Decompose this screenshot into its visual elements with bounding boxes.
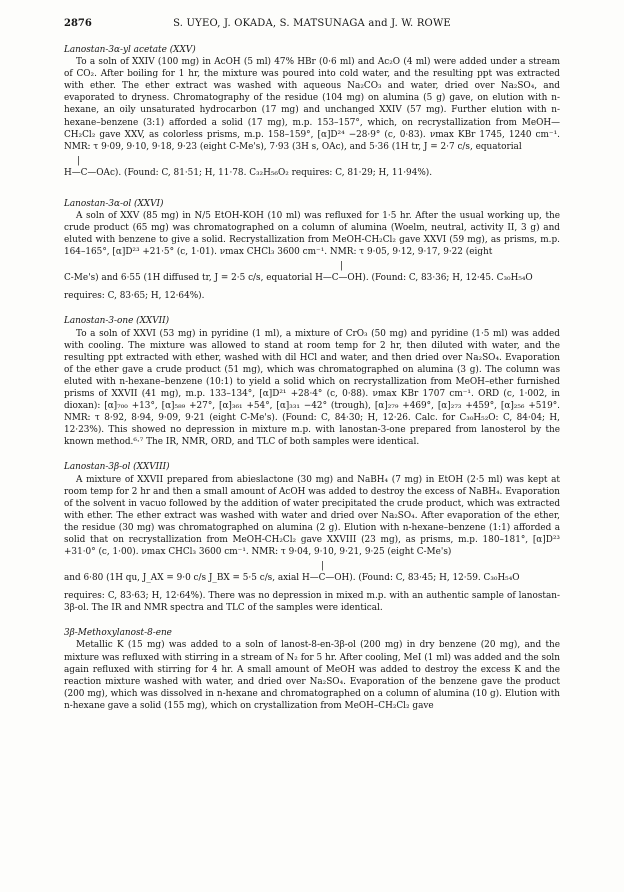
structure-formula-line: [64, 260, 560, 286]
running-header-authors: S. UYEO, J. OKADA, S. MATSUNAGA and J. W. ROWE: [173, 18, 451, 29]
section-paragraph-end: requires: C, 83·65; H, 12·64%).: [64, 291, 205, 302]
bond-mark: |: [340, 261, 343, 272]
section-paragraph: Metallic K (15 mg) was added to a soln of lanost-8-en-3β-ol (200 mg) in dry benzene (20 mg), and the mixture was refluxed with stirring in a stream of N₂ for 5 hr. After cooling, MeI (1 ml) was added and the soln again refluxed with stirring for 4 hr. A small amount of MeOH was added to destroy the excess K and the reaction mixture washed with water, and dried over Na₂SO₄. Evaporation of the benzene gave the product (200 mg), which was dissolved in n-hexane and chromatographed on a column of alumina (10 g). Elution with n-hexane gave a solid (155 mg), which on crystallization from MeOH–CH₂Cl₂ gave: [64, 640, 560, 711]
section-paragraph: To a soln of XXIV (100 mg) in AcOH (5 ml) 47% HBr (0·6 ml) and Ac₂O (4 ml) were added under a stream of CO₂. After boiling for 1 hr, the mixture was poured into cold water, and the resulting ppt was extracted with ether. The ether extract was washed with aqueous Na₂CO₃ and water, dried over Na₂SO₄, and evaporated to dryness. Chromatography of the residue (104 mg) on alumina (5 g) gave, on elution with n-hexane, an oily unsaturated hydrocarbon (17 mg) and unchanged XXIV (57 mg). Further elution with n-hexane–benzene (3:1) afforded a solid (17 mg), m.p. 153–157°, which, on recrystallization from MeOH—CH₂Cl₂ gave XXV, as colorless prisms, m.p. 158–159°, [α]D²⁴ −28·9° (c, 0·83). νmax KBr 1745, 1240 cm⁻¹. NMR: τ 9·09, 9·10, 9·18, 9·23 (eight C-Me's), 7·93 (3H s, OAc), and 5·36 (1H tr, J = 2·7 c/s, equatorial: [64, 57, 560, 152]
running-header: [64, 17, 560, 31]
bond-mark: |: [77, 155, 80, 166]
section-heading: Lanostan-3-one (XXVII): [64, 316, 170, 327]
section-heading: Lanostan-3β-ol (XXVIII): [64, 462, 170, 473]
section-paragraph: A mixture of XXVII prepared from abieslactone (30 mg) and NaBH₄ (7 mg) in EtOH (2·5 ml) was kept at room temp for 2 hr and then a small amount of AcOH was added to destroy the excess of NaBH₄. Evaporation of the solvent in vacuo followed by the addition of water precipitated the crude product, which was extracted with ether. The ether extract was washed with water and dried over Na₂SO₄. After evaporation of the ether, the residue (30 mg) was chromatographed on alumina (2 g). Elution with n-hexane–benzene (1:1) afforded a solid that on recrystallization from MeOH-CH₂Cl₂ gave XXVIII (23 mg), as prisms, m.p. 180–181°, [α]D²³ +31·0° (c, 1·00). νmax CHCl₃ 3600 cm⁻¹. NMR: τ 9·04, 9·10, 9·21, 9·25 (eight C-Me's): [64, 474, 560, 558]
page-number: 2876: [64, 18, 92, 29]
section-heading: Lanostan-3α-ol (XXVI): [64, 198, 164, 209]
section-heading: Lanostan-3α-yl acetate (XXV): [64, 45, 196, 55]
section-paragraph: A soln of XXV (85 mg) in N/5 EtOH-KOH (10 ml) was refluxed for 1·5 hr. After the usual working up, the crude product (65 mg) was chromatographed on a column of alumina (Woelm, neutral, activity II, 3 g) and eluted with benzene to give a solid. Recrystallization from MeOH-CH₂Cl₂ gave XXVI (59 mg), as prisms, m.p. 164–165°, [α]D²³ +21·5° (c, 1·01). νmax CHCl₃ 3600 cm⁻¹. NMR: τ 9·05, 9·12, 9·17, 9·22 (eight: [64, 210, 560, 258]
structure-formula-line: [64, 155, 560, 181]
structure-formula-line: [64, 560, 560, 586]
article-body: [64, 44, 560, 712]
section-paragraph-end: requires: C, 83·63; H, 12·64%). There was no depression in mixed m.p. with an authentic sample of lanostan-3β-ol. The IR and NMR spectra and TLC of the samples were identical.: [64, 591, 560, 614]
structure-formula-text: and 6·80 (1H qu, J_AX = 9·0 c/s J_BX = 5·5 c/s, axial H—C—OH). (Found: C, 83·45; H, 12·59. C₃₀H₅₄O: [64, 573, 520, 584]
section-paragraph: To a soln of XXVI (53 mg) in pyridine (1 ml), a mixture of CrO₃ (50 mg) and pyridine (1·5 ml) was added with cooling. The mixture was allowed to stand at room temp for 2 hr, then diluted with water, and the resulting ppt extracted with ether, washed with dil HCl and water, and then dried over Na₂SO₄. Evaporation of the ether gave a crude product (51 mg), which was chromatographed on alumina (3 g). The column was eluted with n-hexane–benzene (10:1) to yield a solid which on recrystallization from MeOH–ether furnished prisms of XXVII (41 mg), m.p. 133–134°, [α]D²¹ +28·4° (c, 0·88). νmax KBr 1707 cm⁻¹. ORD (c, 1·002, in dioxan): [α]₇₀₀ +13°, [α]₅₈₉ +27°, [α]₃₆₁ +54°, [α]₃₃₁ −42° (trough), [α]₂₇₉ +469°, [α]₂₇₃ +459°, [α]₂₅₆ +519°. NMR: τ 8·92, 8·94, 9·09, 9·21 (eight C-Me's). (Found: C, 84·30; H, 12·26. Calc. for C₃₀H₅₂O: C, 84·04; H, 12·23%). This showed no depression in mixture m.p. with lanostan-3-one prepared from lanosterol by the known method.⁶·⁷ The IR, NMR, ORD, and TLC of both samples were identical.: [64, 328, 560, 448]
structure-formula-text: H—C—OAc). (Found: C, 81·51; H, 11·78. C₃₂H₅₆O₂ requires: C, 81·29; H, 11·94%).: [64, 167, 433, 178]
section-heading: 3β-Methoxylanost-8-ene: [64, 628, 172, 639]
structure-formula-text: C-Me's) and 6·55 (1H diffused tr, J = 2·5 c/s, equatorial H—C—OH). (Found: C, 83·36; H, 12·45. C₃₀H₅₄O: [64, 273, 533, 284]
bond-mark: |: [321, 561, 324, 572]
